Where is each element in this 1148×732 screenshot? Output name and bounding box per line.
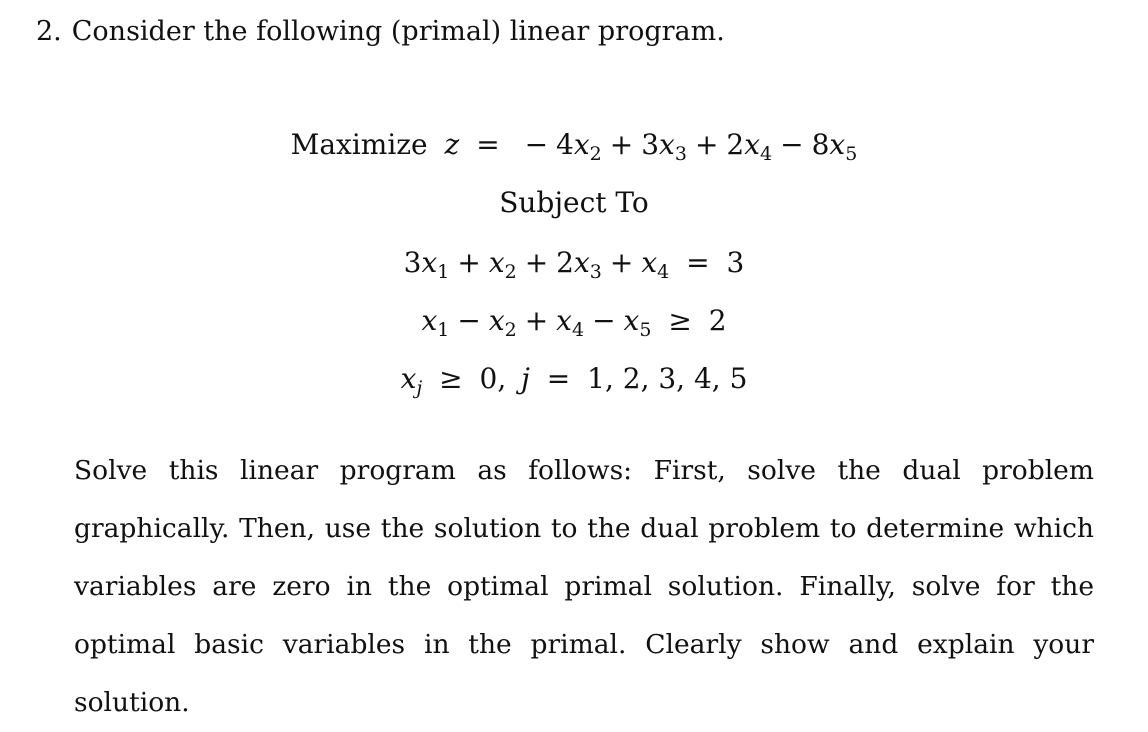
nonneg-index-values: 1, 2, 3, 4, 5 (587, 362, 748, 395)
constraint-1-term-subscript: 2 (504, 261, 517, 283)
objective-term-subscript: 4 (760, 143, 773, 165)
constraint-2-term-sign: + (524, 304, 549, 337)
nonnegativity-line (0, 362, 1148, 399)
objective-line (0, 128, 1148, 165)
constraint-1-relation: = (686, 246, 710, 279)
objective-equals: = (476, 128, 500, 161)
objective-term-sign: + (694, 128, 719, 161)
nonneg-variable: x (400, 362, 417, 395)
constraint-1-terms (403, 246, 670, 283)
question-number: 2. (36, 16, 62, 47)
constraint-2-term-variable: x (623, 304, 640, 337)
constraint-2-term-sign: − (592, 304, 616, 337)
objective-term-variable: x (829, 128, 846, 161)
constraint-1-term-variable: x (574, 246, 590, 279)
objective-term-sign: − (780, 128, 804, 161)
constraint-2-term-subscript: 1 (437, 319, 450, 341)
constraint-2-term-subscript: 4 (571, 319, 585, 341)
objective-term-coefficient: 3 (641, 128, 660, 161)
constraint-1-term-subscript: 4 (657, 261, 670, 283)
constraint-1-term-variable: x (641, 246, 658, 279)
constraint-2-expression (421, 304, 727, 341)
constraint-1-term-variable: x (421, 246, 438, 279)
constraint-2-line (0, 304, 1148, 341)
constraint-1-term-sign: + (457, 246, 481, 279)
nonneg-index-var: j (521, 362, 530, 395)
nonneg-index-equals: = (546, 362, 571, 395)
constraint-2-term-variable: x (421, 304, 438, 337)
constraint-1-line (0, 246, 1148, 283)
objective-term-coefficient: 4 (556, 128, 574, 161)
objective-term-subscript: 5 (845, 143, 858, 165)
constraint-1-term-sign: + (524, 246, 549, 279)
nonnegativity-expression (400, 362, 748, 399)
constraint-2-terms (421, 304, 652, 341)
objective-term-subscript: 3 (674, 143, 687, 165)
objective-variable: z (444, 128, 460, 161)
constraint-2-term-variable: x (556, 304, 572, 337)
constraint-2-term-sign: − (457, 304, 481, 337)
question-prompt: Consider the following (primal) linear program. (71, 16, 725, 47)
objective-term-coefficient: 2 (726, 128, 745, 161)
question-heading (36, 16, 725, 47)
constraint-2-term-subscript: 2 (504, 319, 517, 341)
objective-term-sign: − (524, 128, 549, 161)
constraint-1-term-coefficient: 3 (403, 246, 422, 279)
nonneg-relation: ≥ (439, 362, 463, 395)
objective-term-coefficient: 8 (811, 128, 830, 161)
constraint-1-rhs: 3 (726, 246, 745, 279)
instructions-paragraph: Solve this linear program as follows: First, solve the dual problem graphically. Then, use the solution to the dual problem to determine which variables are zero in the optimal primal solution. Finally, solve for the optimal basic variables in the primal. Clearly show and explain your solution. (74, 455, 1094, 718)
objective-term-variable: x (744, 128, 761, 161)
constraint-1-term-sign: + (609, 246, 634, 279)
subject-to-line (0, 186, 1148, 219)
objective-term-sign: + (609, 128, 634, 161)
nonneg-rhs: 0, (479, 362, 507, 395)
objective-expression (290, 128, 858, 165)
constraint-1-term-variable: x (488, 246, 505, 279)
objective-term-subscript: 2 (589, 143, 602, 165)
constraint-1-term-coefficient: 2 (556, 246, 574, 279)
objective-terms (517, 128, 858, 165)
subject-to-label: Subject To (499, 186, 649, 219)
constraint-2-relation: ≥ (668, 304, 692, 337)
constraint-2-rhs: 2 (708, 304, 727, 337)
objective-label: Maximize (290, 128, 428, 161)
objective-term-variable: x (659, 128, 675, 161)
constraint-1-expression (403, 246, 745, 283)
constraint-2-term-variable: x (488, 304, 505, 337)
constraint-1-term-subscript: 1 (437, 261, 450, 283)
nonneg-subscript: j (416, 377, 423, 399)
constraint-2-term-subscript: 5 (639, 319, 652, 341)
objective-term-variable: x (573, 128, 590, 161)
constraint-1-term-subscript: 3 (589, 261, 602, 283)
